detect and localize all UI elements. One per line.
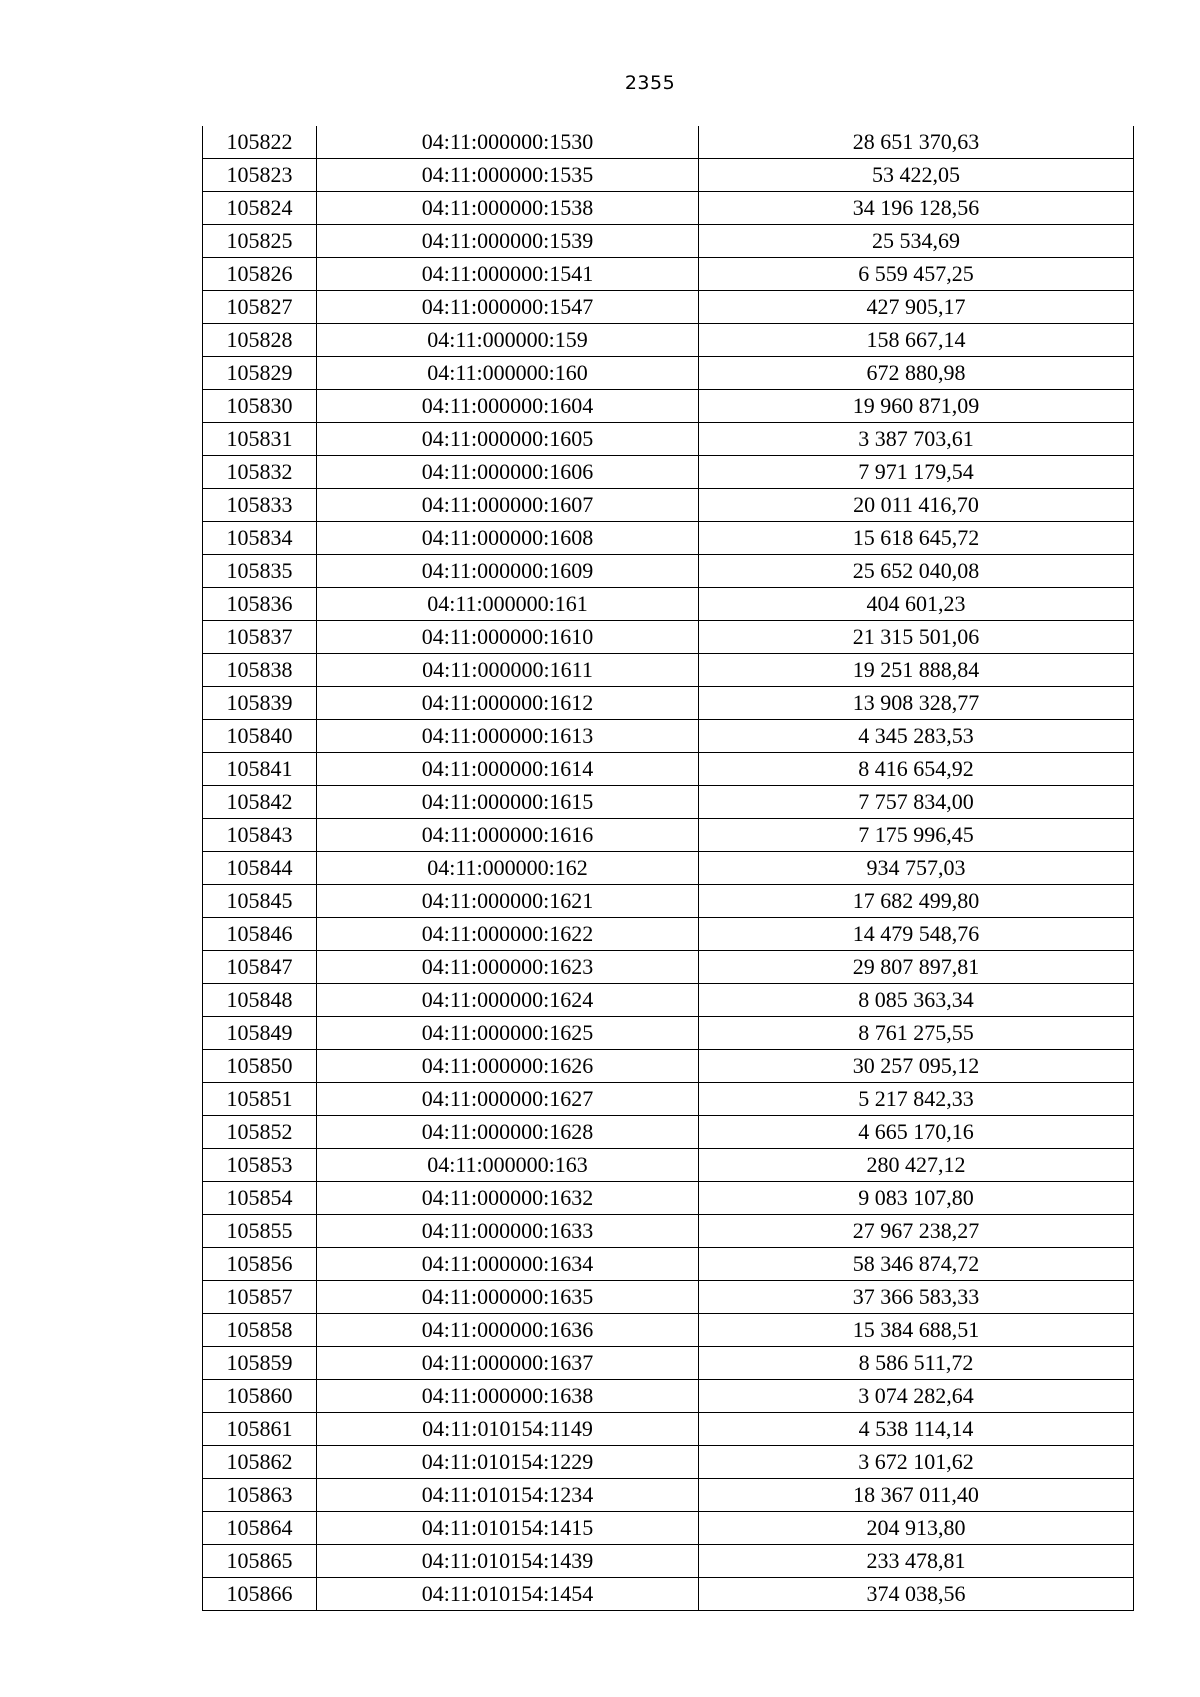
cadastral-value-cell: 280 427,12 — [699, 1149, 1134, 1182]
table-row — [203, 126, 1134, 159]
cadastral-number-cell: 04:11:000000:1626 — [317, 1050, 699, 1083]
row-number-cell: 105852 — [203, 1116, 317, 1149]
cadastral-value-cell: 3 387 703,61 — [699, 423, 1134, 456]
cadastral-number-cell: 04:11:010154:1234 — [317, 1479, 699, 1512]
cadastral-number-cell: 04:11:000000:1637 — [317, 1347, 699, 1380]
row-number-cell: 105835 — [203, 555, 317, 588]
table-row — [203, 1545, 1134, 1578]
row-number-cell: 105861 — [203, 1413, 317, 1446]
cadastral-number-cell: 04:11:000000:1611 — [317, 654, 699, 687]
cadastral-value-cell: 8 761 275,55 — [699, 1017, 1134, 1050]
cadastral-number-cell: 04:11:000000:1530 — [317, 126, 699, 159]
cadastral-value-cell: 19 251 888,84 — [699, 654, 1134, 687]
row-number-cell: 105839 — [203, 687, 317, 720]
cadastral-value-cell: 4 345 283,53 — [699, 720, 1134, 753]
page-number: 2355 — [624, 72, 676, 94]
table-row — [203, 522, 1134, 555]
cadastral-value-cell: 158 667,14 — [699, 324, 1134, 357]
table-row — [203, 489, 1134, 522]
cadastral-number-cell: 04:11:010154:1439 — [317, 1545, 699, 1578]
table-body — [203, 126, 1134, 1611]
cadastral-number-cell: 04:11:000000:1632 — [317, 1182, 699, 1215]
cadastral-number-cell: 04:11:000000:1635 — [317, 1281, 699, 1314]
cadastral-value-cell: 3 074 282,64 — [699, 1380, 1134, 1413]
row-number-cell: 105864 — [203, 1512, 317, 1545]
cadastral-number-cell: 04:11:000000:161 — [317, 588, 699, 621]
cadastral-value-cell: 374 038,56 — [699, 1578, 1134, 1611]
cadastral-number-cell: 04:11:000000:1604 — [317, 390, 699, 423]
row-number-cell: 105845 — [203, 885, 317, 918]
row-number-cell: 105851 — [203, 1083, 317, 1116]
row-number-cell: 105854 — [203, 1182, 317, 1215]
row-number-cell: 105829 — [203, 357, 317, 390]
cadastral-value-cell: 37 366 583,33 — [699, 1281, 1134, 1314]
table-row — [203, 1116, 1134, 1149]
table-row — [203, 786, 1134, 819]
cadastral-value-cell: 8 416 654,92 — [699, 753, 1134, 786]
table-row — [203, 654, 1134, 687]
cadastral-number-cell: 04:11:010154:1229 — [317, 1446, 699, 1479]
cadastral-value-cell: 25 652 040,08 — [699, 555, 1134, 588]
cadastral-value-cell: 8 586 511,72 — [699, 1347, 1134, 1380]
cadastral-value-cell: 9 083 107,80 — [699, 1182, 1134, 1215]
cadastral-value-cell: 21 315 501,06 — [699, 621, 1134, 654]
cadastral-number-cell: 04:11:010154:1454 — [317, 1578, 699, 1611]
row-number-cell: 105855 — [203, 1215, 317, 1248]
table-row — [203, 852, 1134, 885]
cadastral-number-cell: 04:11:000000:162 — [317, 852, 699, 885]
table-row — [203, 1248, 1134, 1281]
table-row — [203, 390, 1134, 423]
cadastral-value-cell: 6 559 457,25 — [699, 258, 1134, 291]
cadastral-value-cell: 427 905,17 — [699, 291, 1134, 324]
table-row — [203, 1182, 1134, 1215]
row-number-cell: 105834 — [203, 522, 317, 555]
cadastral-value-cell: 4 665 170,16 — [699, 1116, 1134, 1149]
cadastral-value-cell: 204 913,80 — [699, 1512, 1134, 1545]
cadastral-number-cell: 04:11:000000:1625 — [317, 1017, 699, 1050]
row-number-cell: 105858 — [203, 1314, 317, 1347]
cadastral-value-cell: 4 538 114,14 — [699, 1413, 1134, 1446]
row-number-cell: 105830 — [203, 390, 317, 423]
cadastral-number-cell: 04:11:000000:1547 — [317, 291, 699, 324]
row-number-cell: 105865 — [203, 1545, 317, 1578]
cadastral-number-cell: 04:11:000000:1633 — [317, 1215, 699, 1248]
cadastral-number-cell: 04:11:010154:1149 — [317, 1413, 699, 1446]
table-row — [203, 984, 1134, 1017]
row-number-cell: 105825 — [203, 225, 317, 258]
row-number-cell: 105866 — [203, 1578, 317, 1611]
row-number-cell: 105848 — [203, 984, 317, 1017]
row-number-cell: 105857 — [203, 1281, 317, 1314]
cadastral-number-cell: 04:11:000000:1612 — [317, 687, 699, 720]
row-number-cell: 105846 — [203, 918, 317, 951]
row-number-cell: 105823 — [203, 159, 317, 192]
cadastral-value-cell: 7 757 834,00 — [699, 786, 1134, 819]
row-number-cell: 105856 — [203, 1248, 317, 1281]
table-row — [203, 258, 1134, 291]
cadastral-value-cell: 404 601,23 — [699, 588, 1134, 621]
table-row — [203, 324, 1134, 357]
table-row — [203, 1578, 1134, 1611]
cadastral-number-cell: 04:11:000000:1609 — [317, 555, 699, 588]
table-row — [203, 621, 1134, 654]
table-row — [203, 753, 1134, 786]
row-number-cell: 105836 — [203, 588, 317, 621]
table-row — [203, 456, 1134, 489]
table-row — [203, 687, 1134, 720]
cadastral-number-cell: 04:11:000000:1539 — [317, 225, 699, 258]
table-row — [203, 1281, 1134, 1314]
cadastral-value-cell: 5 217 842,33 — [699, 1083, 1134, 1116]
table-row — [203, 1413, 1134, 1446]
row-number-cell: 105853 — [203, 1149, 317, 1182]
table-row — [203, 588, 1134, 621]
cadastral-value-cell: 25 534,69 — [699, 225, 1134, 258]
table-row — [203, 1083, 1134, 1116]
cadastral-value-cell: 27 967 238,27 — [699, 1215, 1134, 1248]
table-row — [203, 819, 1134, 852]
row-number-cell: 105828 — [203, 324, 317, 357]
cadastral-number-cell: 04:11:000000:1538 — [317, 192, 699, 225]
cadastral-value-cell: 53 422,05 — [699, 159, 1134, 192]
row-number-cell: 105850 — [203, 1050, 317, 1083]
cadastral-value-cell: 3 672 101,62 — [699, 1446, 1134, 1479]
cadastral-number-cell: 04:11:000000:1622 — [317, 918, 699, 951]
row-number-cell: 105827 — [203, 291, 317, 324]
cadastral-number-cell: 04:11:000000:1614 — [317, 753, 699, 786]
cadastral-value-cell: 15 618 645,72 — [699, 522, 1134, 555]
cadastral-number-cell: 04:11:000000:1624 — [317, 984, 699, 1017]
row-number-cell: 105842 — [203, 786, 317, 819]
cadastral-value-cell: 19 960 871,09 — [699, 390, 1134, 423]
row-number-cell: 105841 — [203, 753, 317, 786]
cadastral-number-cell: 04:11:000000:1607 — [317, 489, 699, 522]
cadastral-number-cell: 04:11:010154:1415 — [317, 1512, 699, 1545]
row-number-cell: 105843 — [203, 819, 317, 852]
cadastral-number-cell: 04:11:000000:1621 — [317, 885, 699, 918]
table-row — [203, 1347, 1134, 1380]
row-number-cell: 105837 — [203, 621, 317, 654]
table-row — [203, 1017, 1134, 1050]
row-number-cell: 105831 — [203, 423, 317, 456]
cadastral-value-cell: 7 175 996,45 — [699, 819, 1134, 852]
cadastral-value-cell: 17 682 499,80 — [699, 885, 1134, 918]
row-number-cell: 105822 — [203, 126, 317, 159]
cadastral-number-cell: 04:11:000000:1605 — [317, 423, 699, 456]
table-row — [203, 1215, 1134, 1248]
table-row — [203, 885, 1134, 918]
row-number-cell: 105849 — [203, 1017, 317, 1050]
row-number-cell: 105844 — [203, 852, 317, 885]
cadastral-number-cell: 04:11:000000:1610 — [317, 621, 699, 654]
cadastral-value-cell: 7 971 179,54 — [699, 456, 1134, 489]
row-number-cell: 105859 — [203, 1347, 317, 1380]
cadastral-number-cell: 04:11:000000:1606 — [317, 456, 699, 489]
table-row — [203, 1512, 1134, 1545]
table-row — [203, 1479, 1134, 1512]
cadastral-value-cell: 672 880,98 — [699, 357, 1134, 390]
table-row — [203, 951, 1134, 984]
cadastral-value-cell: 29 807 897,81 — [699, 951, 1134, 984]
cadastral-value-cell: 14 479 548,76 — [699, 918, 1134, 951]
row-number-cell: 105832 — [203, 456, 317, 489]
table-row — [203, 423, 1134, 456]
cadastral-number-cell: 04:11:000000:1541 — [317, 258, 699, 291]
cadastral-value-cell: 8 085 363,34 — [699, 984, 1134, 1017]
cadastral-value-cell: 18 367 011,40 — [699, 1479, 1134, 1512]
row-number-cell: 105833 — [203, 489, 317, 522]
cadastral-value-table — [202, 126, 1134, 1611]
row-number-cell: 105824 — [203, 192, 317, 225]
table-row — [203, 357, 1134, 390]
cadastral-value-cell: 58 346 874,72 — [699, 1248, 1134, 1281]
row-number-cell: 105826 — [203, 258, 317, 291]
cadastral-value-cell: 28 651 370,63 — [699, 126, 1134, 159]
cadastral-value-cell: 15 384 688,51 — [699, 1314, 1134, 1347]
table-row — [203, 225, 1134, 258]
cadastral-number-cell: 04:11:000000:159 — [317, 324, 699, 357]
row-number-cell: 105838 — [203, 654, 317, 687]
cadastral-value-cell: 30 257 095,12 — [699, 1050, 1134, 1083]
cadastral-value-cell: 233 478,81 — [699, 1545, 1134, 1578]
cadastral-number-cell: 04:11:000000:160 — [317, 357, 699, 390]
table-row — [203, 1380, 1134, 1413]
cadastral-number-cell: 04:11:000000:1636 — [317, 1314, 699, 1347]
table-row — [203, 918, 1134, 951]
cadastral-number-cell: 04:11:000000:1623 — [317, 951, 699, 984]
cadastral-number-cell: 04:11:000000:1627 — [317, 1083, 699, 1116]
table-row — [203, 1446, 1134, 1479]
cadastral-value-cell: 934 757,03 — [699, 852, 1134, 885]
cadastral-number-cell: 04:11:000000:1616 — [317, 819, 699, 852]
table-row — [203, 1149, 1134, 1182]
row-number-cell: 105860 — [203, 1380, 317, 1413]
cadastral-number-cell: 04:11:000000:1535 — [317, 159, 699, 192]
table-row — [203, 159, 1134, 192]
cadastral-number-cell: 04:11:000000:1613 — [317, 720, 699, 753]
row-number-cell: 105847 — [203, 951, 317, 984]
table-row — [203, 1050, 1134, 1083]
table-row — [203, 291, 1134, 324]
cadastral-number-cell: 04:11:000000:1615 — [317, 786, 699, 819]
cadastral-value-cell: 34 196 128,56 — [699, 192, 1134, 225]
table-row — [203, 192, 1134, 225]
table-row — [203, 720, 1134, 753]
cadastral-number-cell: 04:11:000000:1628 — [317, 1116, 699, 1149]
row-number-cell: 105840 — [203, 720, 317, 753]
cadastral-number-cell: 04:11:000000:1638 — [317, 1380, 699, 1413]
cadastral-number-cell: 04:11:000000:1608 — [317, 522, 699, 555]
table-row — [203, 555, 1134, 588]
cadastral-value-cell: 20 011 416,70 — [699, 489, 1134, 522]
table-row — [203, 1314, 1134, 1347]
cadastral-value-cell: 13 908 328,77 — [699, 687, 1134, 720]
row-number-cell: 105862 — [203, 1446, 317, 1479]
cadastral-number-cell: 04:11:000000:163 — [317, 1149, 699, 1182]
row-number-cell: 105863 — [203, 1479, 317, 1512]
cadastral-number-cell: 04:11:000000:1634 — [317, 1248, 699, 1281]
